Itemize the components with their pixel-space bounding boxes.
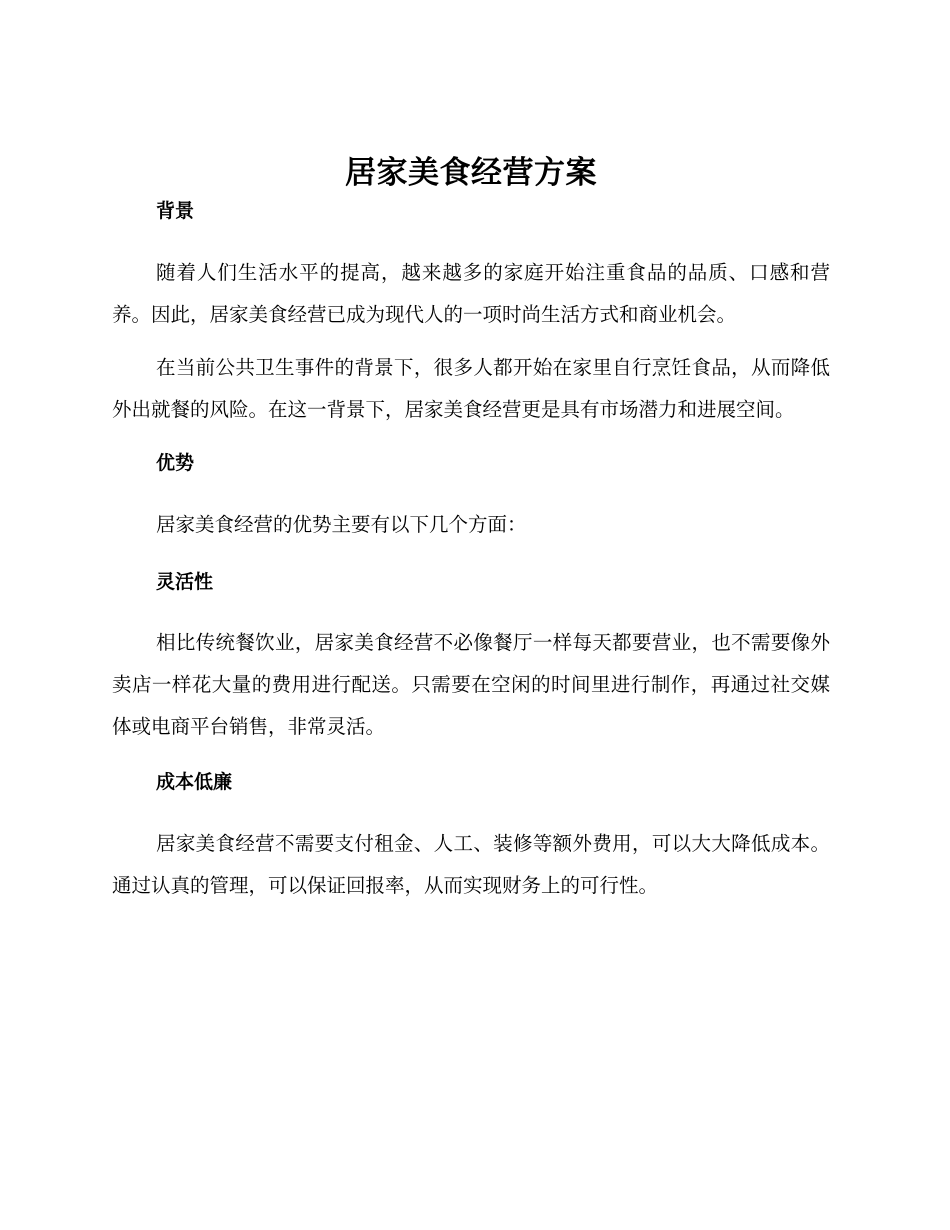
background-paragraph-1: 随着人们生活水平的提高，越来越多的家庭开始注重食品的品质、口感和营养。因此，居家美食经营已成为现代人的一项时尚生活方式和商业机会。 (112, 261, 830, 326)
document-title: 居家美食经营方案 (345, 155, 597, 191)
low-cost-paragraph: 居家美食经营不需要支付租金、人工、装修等额外费用，可以大大降低成本。通过认真的管理，可以保证回报率，从而实现财务上的可行性。 (112, 832, 830, 897)
advantages-intro: 居家美食经营的优势主要有以下几个方面： (156, 513, 527, 536)
section-heading-advantages: 优势 (156, 452, 195, 474)
flexibility-paragraph: 相比传统餐饮业，居家美食经营不必像餐厅一样每天都要营业，也不需要像外卖店一样花大量的费用进行配送。只需要在空闲的时间里进行制作，再通过社交媒体或电商平台销售，非常灵活。 (112, 631, 830, 738)
section-heading-flexibility: 灵活性 (156, 571, 214, 593)
section-heading-low-cost: 成本低廉 (156, 771, 233, 793)
section-heading-background: 背景 (156, 200, 195, 222)
background-paragraph-2: 在当前公共卫生事件的背景下，很多人都开始在家里自行烹饪食品，从而降低外出就餐的风险。在这一背景下，居家美食经营更是具有市场潜力和进展空间。 (112, 356, 830, 421)
document-body (112, 150, 830, 907)
